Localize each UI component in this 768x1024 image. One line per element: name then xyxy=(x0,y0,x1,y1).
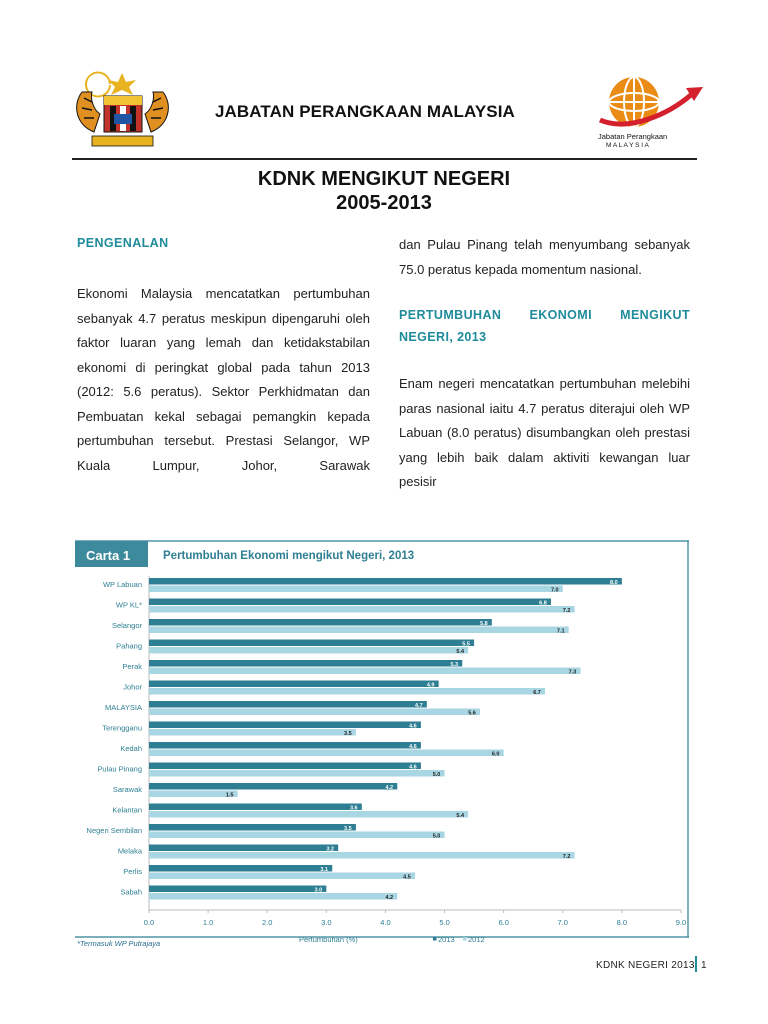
chart-footnote: *Termasuk WP Putrajaya xyxy=(77,939,161,948)
legend-swatch-2012 xyxy=(463,937,467,941)
bar-2013 xyxy=(149,701,427,708)
category-label: Terengganu xyxy=(102,723,142,733)
bar-2013 xyxy=(149,722,421,729)
data-label-2012: 7.2 xyxy=(562,607,571,614)
x-tick-label: 5.0 xyxy=(439,918,450,927)
bar-2012 xyxy=(149,750,504,757)
data-label-2013: 6.8 xyxy=(539,600,547,607)
dosm-logo xyxy=(588,70,706,152)
data-label-2012: 7.3 xyxy=(568,669,577,676)
data-label-2012: 4.2 xyxy=(385,894,394,901)
data-label-2012: 3.5 xyxy=(344,730,352,737)
bar-2013 xyxy=(149,886,326,893)
data-label-2013: 3.0 xyxy=(314,887,323,894)
data-label-2013: 3.2 xyxy=(326,846,334,853)
bar-2013 xyxy=(149,660,462,667)
bar-2012 xyxy=(149,729,356,736)
bar-2013 xyxy=(149,783,397,790)
legend-label-2013: 2013 xyxy=(438,935,455,944)
footer-divider xyxy=(695,956,697,972)
bar-2012 xyxy=(149,586,563,593)
bar-2012 xyxy=(149,770,445,777)
data-label-2013: 4.7 xyxy=(414,702,423,709)
data-label-2013: 4.6 xyxy=(409,764,417,771)
data-label-2013: 4.6 xyxy=(409,743,417,750)
bar-2013 xyxy=(149,845,338,852)
growth-paragraph: Enam negeri mencatatkan pertumbuhan melebihi paras nasional iaitu 4.7 peratus diterajui oleh WP Labuan (8.0 peratus) disumbangkan oleh prestasi yang lebih baik dalam aktiviti kewangan luar pesisir xyxy=(399,376,690,489)
dosm-logo-subtext: M A L A Y S I A xyxy=(606,142,649,149)
bar-2013 xyxy=(149,824,356,831)
data-label-2012: 7.0 xyxy=(550,587,559,594)
page-subtitle-years: 2005-2013 xyxy=(336,192,432,214)
right-column xyxy=(399,232,690,495)
bar-2012 xyxy=(149,852,575,859)
bar-2013 xyxy=(149,865,332,872)
data-label-2013: 3.1 xyxy=(320,866,329,873)
category-label: Negeri Sembilan xyxy=(86,826,142,835)
category-label: Perak xyxy=(122,662,142,671)
data-label-2012: 6.0 xyxy=(491,751,500,758)
intro-paragraph: Ekonomi Malaysia mencatatkan pertumbuhan sebanyak 4.7 peratus meskipun dipengaruhi oleh faktor luaran yang lemah dan ketidakstabilan ekonomi di peringkat global pada tahun 2013 (2012: 5.6 peratus). Sektor Perkhidmatan dan Pembuatan kekal sebagai pemangkin kepada pertumbuhan tersebut. Prestasi Selangor, WP Kuala Lumpur, Johor, Sarawak xyxy=(77,286,370,473)
data-label-2012: 5.4 xyxy=(456,648,465,655)
bar-2013 xyxy=(149,804,362,811)
category-label: Sabah xyxy=(120,887,142,897)
malaysia-coat-of-arms-icon xyxy=(70,70,175,152)
category-label: Johor xyxy=(123,682,142,692)
page-number: 1 xyxy=(701,960,707,971)
data-label-2012: 7.1 xyxy=(556,628,565,635)
category-label: MALAYSIA xyxy=(105,703,142,712)
bar-2012 xyxy=(149,832,445,839)
category-label: Kelantan xyxy=(112,805,142,815)
category-label: Sarawak xyxy=(112,785,142,794)
footer-title: KDNK NEGERI 2013 xyxy=(596,960,695,971)
data-label-2013: 3.6 xyxy=(349,805,358,812)
legend-label-2012: 2012 xyxy=(468,935,485,944)
x-tick-label: 9.0 xyxy=(675,918,687,927)
bar-2013 xyxy=(149,619,492,626)
category-label: Perlis xyxy=(123,867,142,876)
bar-2013 xyxy=(149,640,474,647)
category-label: Melaka xyxy=(117,846,142,856)
bar-2012 xyxy=(149,668,581,675)
dosm-logo-text: Jabatan Perangkaan xyxy=(598,132,668,141)
data-label-2012: 4.5 xyxy=(403,874,411,881)
bar-2012 xyxy=(149,811,468,818)
data-label-2012: 7.2 xyxy=(562,853,571,860)
data-label-2012: 1.5 xyxy=(225,792,234,799)
data-label-2012: 5.0 xyxy=(432,771,441,778)
chart-title: Pertumbuhan Ekonomi mengikut Negeri, 2013 xyxy=(163,550,415,562)
bar-2012 xyxy=(149,647,468,654)
header-divider xyxy=(72,158,697,160)
bar-2012 xyxy=(149,893,397,900)
category-label: Selangor xyxy=(111,621,142,630)
data-label-2013: 5.8 xyxy=(480,620,488,627)
bar-2012 xyxy=(149,791,238,798)
x-tick-label: 7.0 xyxy=(557,918,568,927)
chart-plot-area xyxy=(87,576,687,944)
chart-label: Carta 1 xyxy=(86,548,131,563)
x-tick-label: 3.0 xyxy=(321,918,332,927)
data-label-2012: 5.4 xyxy=(456,812,465,819)
data-label-2013: 5.3 xyxy=(450,661,459,668)
x-tick-label: 6.0 xyxy=(498,918,509,927)
bar-2013 xyxy=(149,742,421,749)
category-label: WP KL* xyxy=(115,600,142,610)
data-label-2012: 5.0 xyxy=(432,833,441,840)
bar-2012 xyxy=(149,709,480,716)
bar-2012 xyxy=(149,873,415,880)
section-heading-pengenalan: PENGENALAN xyxy=(77,236,169,250)
bar-2012 xyxy=(149,606,575,613)
category-label: Pahang xyxy=(116,641,142,651)
left-column xyxy=(77,232,370,478)
data-label-2013: 5.5 xyxy=(462,641,470,648)
bar-2013 xyxy=(149,599,551,606)
section-heading-pertumbuhan: PERTUMBUHAN EKONOMI MENGIKUT NEGERI, 2013 xyxy=(399,308,690,344)
x-tick-label: 4.0 xyxy=(380,918,391,927)
legend-swatch-2013 xyxy=(433,937,437,941)
bar-2013 xyxy=(149,763,421,770)
x-tick-label: 2.0 xyxy=(262,918,273,927)
bar-2013 xyxy=(149,681,439,688)
page-title: KDNK MENGIKUT NEGERI xyxy=(257,168,511,190)
x-tick-label: 0.0 xyxy=(143,918,155,927)
data-label-2013: 8.0 xyxy=(610,579,618,586)
bar-2012 xyxy=(149,688,545,695)
data-label-2012: 6.7 xyxy=(533,689,541,696)
data-label-2012: 5.6 xyxy=(468,710,476,717)
organisation-name: JABATAN PERANGKAAN MALAYSIA xyxy=(215,102,515,121)
bar-2012 xyxy=(149,627,569,634)
category-label: Kedah xyxy=(120,744,142,753)
dosm-globe-icon xyxy=(588,70,706,130)
category-label: Pulau Pinang xyxy=(97,764,142,774)
data-label-2013: 3.5 xyxy=(344,825,352,832)
x-axis-title: Pertumbuhan (%) xyxy=(299,935,358,944)
bar-2013 xyxy=(149,578,622,585)
x-tick-label: 8.0 xyxy=(616,918,628,927)
data-label-2013: 4.9 xyxy=(426,682,435,689)
data-label-2013: 4.6 xyxy=(409,723,417,730)
category-label: WP Labuan xyxy=(102,580,142,589)
data-label-2013: 4.2 xyxy=(385,784,394,791)
x-tick-label: 1.0 xyxy=(202,918,214,927)
intro-paragraph-continued: dan Pulau Pinang telah menyumbang sebanyak 75.0 peratus kepada momentum nasional. xyxy=(399,237,690,277)
